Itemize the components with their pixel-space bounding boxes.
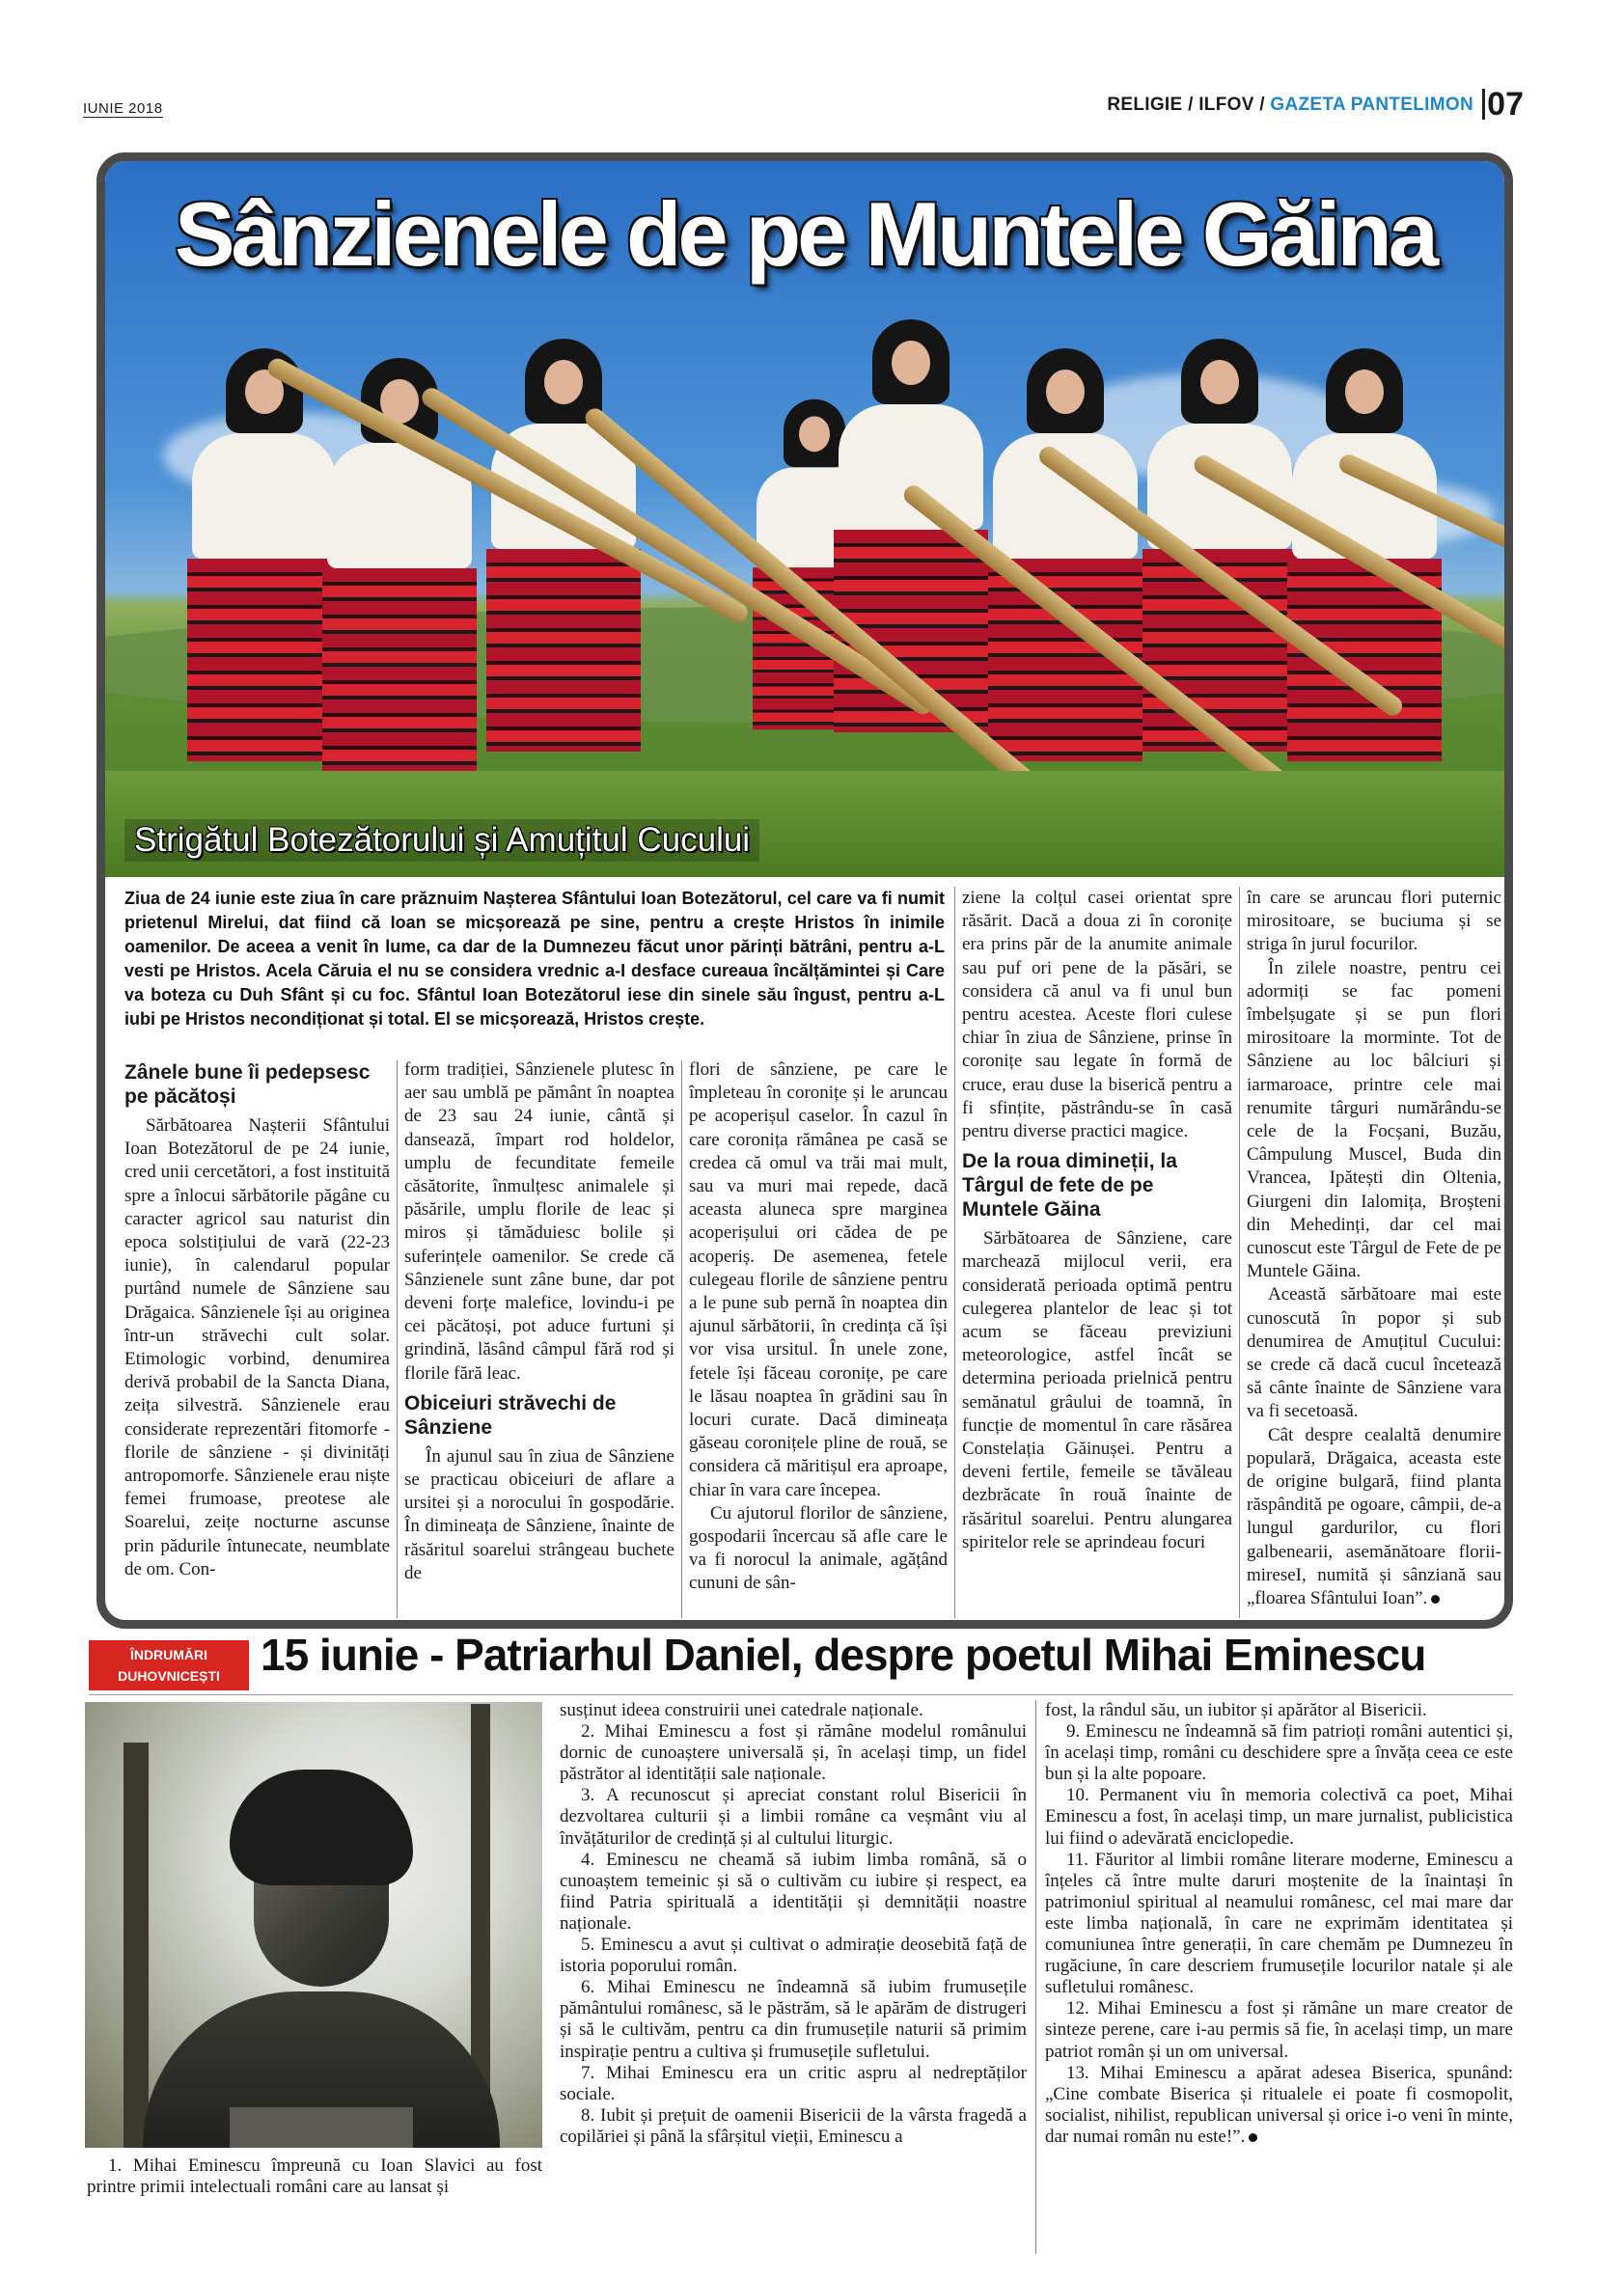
numbered-point: 7. Mihai Eminescu era un critic aspru al nedreptăților sociale. <box>560 2062 1027 2104</box>
numbered-point: 12. Mihai Eminescu a fost și rămâne un mare creator de sinteze perene, care i-au permis să fie, în același timp, un mare patriot român și un om universal. <box>1045 1998 1513 2062</box>
feature-headline: Sânzienele de pe Muntele Găina <box>174 183 1436 285</box>
paragraph: în care se aruncau flori puternic mirositoare, se buciuma și se striga în jurul focurilor. <box>1247 888 1501 955</box>
photo-figure <box>993 348 1138 761</box>
column-divider <box>397 1060 398 1618</box>
numbered-point: 10. Permanent viu în memoria colectivă ca poet, Mihai Eminescu a fost, în același timp, un mare jurnalist, publicistica lui fiind o adevărată enciclopedie. <box>1045 1785 1513 1849</box>
subheading: Obiceiuri străvechi de Sânziene <box>404 1391 617 1439</box>
section-label <box>1107 95 1473 116</box>
numbered-point: 5. Eminescu a avut și cultivat o admirație deosebită față de istoria poporului român. <box>560 1935 1027 1977</box>
text-column-2 <box>404 1058 674 1618</box>
numbered-point: 1. Mihai Eminescu împreună cu Ioan Slavici au fost printre primii intelectuali români care au lansat și <box>87 2155 542 2198</box>
article2-column-3 <box>1045 1700 1513 2254</box>
headline-rule <box>89 1694 1513 1695</box>
numbered-point: 3. A recunoscut și apreciat constant rolul Bisericii în dezvoltarea culturii și a limbii române ca veșmânt viu al învățăturilor de credință și al cultului liturgic. <box>560 1785 1027 1849</box>
masthead <box>83 85 1524 124</box>
photo-figure <box>192 348 337 761</box>
end-mark <box>1249 2133 1257 2142</box>
subheading: Zânele bune îi pedepsesc pe păcătoși <box>124 1061 371 1108</box>
text-column-1 <box>124 1058 390 1618</box>
numbered-point: 8. Iubit și prețuit de oamenii Bisericii de la vârsta fragedă a copilăriei și până la sfârșitul vieții, Eminescu a <box>560 2104 1027 2147</box>
paragraph: ziene la colțul casei orientat spre răsărit. Dacă a doua zi în coronițe era prins păr de la anumite animale sau puf ori pene de la păsări, se considera că anul va fi unul bun pentru acestea. Aceste flori culese chiar în ziua de Sânziene, prinse în coronițe sau legate în formă de cruce, erau duse la biserică pentru a fi sfințite, păstrându-se în casă pentru diverse practici magice. <box>962 888 1232 1142</box>
rubric-line-2: DUHOVNICEȘTI <box>118 1668 220 1684</box>
article2-column-1 <box>87 2155 542 2252</box>
issue-date: IUNIE 2018 <box>83 100 163 117</box>
numbered-point: 11. Făuritor al limbii române literare moderne, Eminescu a înțeles că între multe daruri moștenite de la înaintași în patrimoniul spiritual al neamului românesc, cel mai mare dar este limba națională, în care ne exprimăm identitatea și comuniunea între generații, în care chemăm pe Dumnezeu în rugăciune, în care descriem frumusețile locurilor natale și ale sufletului românesc. <box>1045 1849 1513 1998</box>
column-divider <box>1035 1700 1036 2254</box>
paragraph: susținut ideea construirii unei catedrale naționale. <box>560 1700 923 1720</box>
paragraph: Sărbătoarea Nașterii Sfântului Ioan Botezătorul de pe 24 iunie, cred unii cercetători, a fost instituită spre a înlocui sărbătorile păgâne cu caracter agricol sau naturist din epoca solstițiului de vară (22-23 iunie), în calendarul popular purtând numele de Sânziene sau Drăgaica. Sânzienele își au originea într-un străvechi cult solar. Etimologic vorbind, denumirea derivă probabil de la Sancta Diana, zeița silvestră. Sânzienele erau considerate reprezentări fitomorfe - florile de sânziene - și divinități antropomorfe. Sânzienele erau niște femei frumoase, preotese ale Soarelui, zeițe nocturne ascunse prin pădurile întunecate, neumblate de om. Con- <box>124 1115 390 1579</box>
column-divider <box>681 1060 682 1618</box>
paragraph: Cu ajutorul florilor de sânziene, gospodarii încercau să afle care le va fi norocul la animale, agățând cununi de sân- <box>689 1502 948 1594</box>
paragraph: flori de sânziene, pe care le împleteau în coronițe și le aruncau pe acoperișul caselor. În cazul în care coronița rămânea pe casă se credea că omul va trăi mai mult, sau va muri mai repede, dacă aceasta aluneca spre marginea acoperișului ori cădea de pe acoperiș. De asemenea, fetele culegeau florile de sânziene pentru a le pune sub pernă în noaptea din ajunul sărbătorii, în credința că își vor visa ursitul. În unele zone, fetele își făceau coronițe, pe care le lăsau noaptea în grădini sau în locuri curate. Dacă dimineața găseau coronițele pline de rouă, se considera că măritișul era aproape, chiar în vara care începea. <box>689 1059 948 1500</box>
paragraph <box>1247 1424 1501 1611</box>
lead-paragraph: Ziua de 24 iunie este ziua în care prăznuim Nașterea Sfântului Ioan Botezătorul, cel care va fi numit prietenul Mirelui, dat fiind că Ioan se micșorează pe sine, pentru a crește Hristos în inimile oamenilor. De aceea a venit în lume, ca dar de la Dumnezeu făcut unor părinți bătrâni, pentru a-L vesti pe Hristos. Acela Căruia el nu se considera vrednic a-I desface cureaua încălțămintei și Care va boteza cu Duh Sfânt și cu foc. Sfântul Ioan Botezătorul iese din sinele său îngust, pentru a-L iubi pe Hristos necondiționat și total. El se micșorează, Hristos crește. <box>124 889 945 1029</box>
numbered-point <box>1045 2063 1513 2148</box>
paragraph-text: Cât despre cealaltă denumire populară, Drăgaica, aceasta este de origine bulgară, fiind planta răspândită pe ogoare, câmpii, de-a lungul gardurilor, cu flori galbenearii, asemănătoare florii-mireseI, numită și sânziană sau „floarea Sfântului Ioan”. <box>1247 1424 1501 1609</box>
paragraph: În zilele noastre, pentru cei adormiți se fac pomeni îmbelșugate și se pun flori mirositoare la morminte. Tot de Sânziene au loc bâlciuri și iarmaroace, printre cele mai renumite târguri numărându-se cele de la Focșani, Buzău, Câmpulung Muscel, Buda din Vrancea, Ipătești din Oltenia, Giurgeni din Ialomița, Broșteni din Mehedinți, dar cel mai cunoscut este Târgul de Fete de pe Muntele Găina. <box>1247 957 1501 1282</box>
rubric-line-1: ÎNDRUMĂRI <box>129 1647 208 1662</box>
rubric-ribbon <box>89 1640 249 1690</box>
article2-column-2 <box>560 1700 1027 2254</box>
paper-name: GAZETA PANTELIMON <box>1270 95 1473 115</box>
end-mark <box>1431 1595 1440 1604</box>
numbered-point: 9. Eminescu ne îndeamnă să fim patrioți români autentici și, în același timp, români cu deschidere spre a învăța ceea ce este bun și la alte popoare. <box>1045 1721 1513 1785</box>
paragraph: În ajunul sau în ziua de Sânziene se practicau obiceiuri de aflare a ursitei și a norocului în gospodărie. În dimineața de Sânziene, înainte de răsăritul soarelui strângeau buchete de <box>404 1445 674 1583</box>
column-divider <box>954 887 955 1618</box>
numbered-point: 4. Eminescu ne cheamă să iubim limba română, să o cunoaștem temeinic și să o cultivăm cu iubire și respect, ea fiind Patria spirituală a identității și demnității noastre naționale. <box>560 1849 1027 1934</box>
paragraph: Sărbătoarea de Sânziene, care marchează mijlocul verii, era considerată perioada optimă pentru culegerea plantelor de leac și tot acum se făceau previziuni meteorologice, astfel încât se determina perioada prielnică pentru semănatul grâului de toamnă, în funcție de momentul în care răsărea Constelația Găinușei. Pentru a deveni fertile, femeile se tăvăleau dezbrăcate în rouă înainte de răsăritul soarelui. Pentru alungarea spiritelor rele se aprindeau focuri <box>962 1228 1232 1552</box>
column-divider <box>1239 887 1240 1618</box>
text-column-5 <box>1247 887 1501 1618</box>
section-path: RELIGIE / ILFOV / <box>1107 95 1265 115</box>
paragraph: Această sărbătoare mai este cunoscută în popor și sub denumirea de Amuțitul Cucului: se crede că dacă cucul încetează să cânte înainte de Sânziene vara va fi secetoasă. <box>1247 1284 1501 1422</box>
subheading: De la roua dimineții, la Târgul de fete de pe Muntele Găina <box>962 1150 1177 1222</box>
feature-article <box>96 152 1513 1629</box>
text-column-4 <box>962 887 1232 1618</box>
photo-caption: Strigătul Botezătorului și Amuțitul Cucului <box>124 819 759 862</box>
paragraph: fost, la rândul său, un iubitor și apărător al Bisericii. <box>1045 1700 1427 1720</box>
page-number: 07 <box>1487 86 1524 123</box>
masthead-divider <box>1482 89 1485 120</box>
article-headline: 15 iunie - Patriarhul Daniel, despre poetul Mihai Eminescu <box>261 1630 1426 1680</box>
text-column-3 <box>689 1058 948 1618</box>
eminescu-bust-photo <box>85 1702 542 2148</box>
numbered-point: 6. Mihai Eminescu ne îndeamnă să iubim frumusețile pământului românesc, să le păstrăm, să le apărăm de distrugeri și să le cultivăm, pentru ca din frumusețile naturii să primim inspirație pentru a cultiva și frumusețile sufletului. <box>560 1977 1027 2062</box>
paragraph: form tradiției, Sânzienele plutesc în aer sau umblă pe pământ în noaptea de 23 sau 24 iunie, cântă și dansează, împart rod holdelor, umplu de fecunditate femeile căsătorite, înmulțesc animalele și păsările, umplu florile de leac și miros și tămăduiesc bolile și suferințele oamenilor. Se crede că Sânzienele sunt zâne bune, dar pot deveni forțe malefice, lovindu-i pe cei păcătoși, pot aduce furtuni și grindină, lăsând câmpul fără rod și florile fără leac. <box>404 1059 674 1384</box>
numbered-point-text: 13. Mihai Eminescu a apărat adesea Biserica, spunând: „Cine combate Biserica și ritualele ei poate fi cosmopolit, socialist, nihilist, republican universal și orice i-o veni în minte, dar numai român nu este!”. <box>1045 2062 1513 2147</box>
numbered-point: 2. Mihai Eminescu a fost și rămâne modelul românului dornic de cunoaștere universală și, în același timp, un fidel păstrător al identității sale naționale. <box>560 1721 1027 1785</box>
